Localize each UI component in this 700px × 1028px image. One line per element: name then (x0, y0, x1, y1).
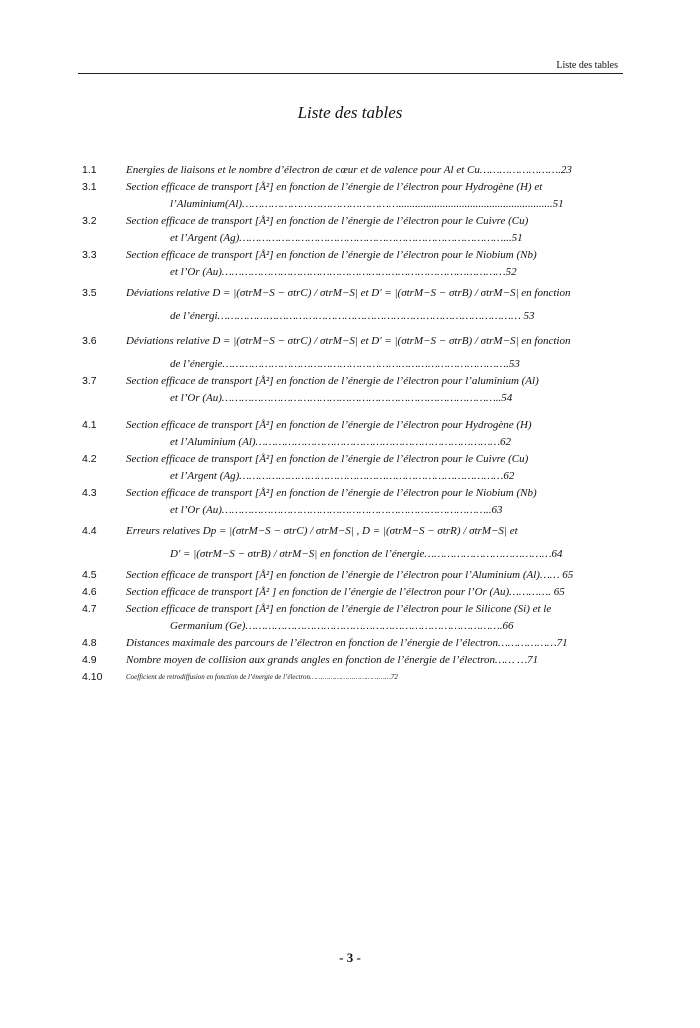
entry-number: 4.6 (82, 586, 97, 598)
list-item (82, 635, 622, 652)
entry-title: Nombre moyen de collision aux grands angles en fonction de l’énergie de l’électron…… …71 (126, 654, 539, 666)
running-header: Liste des tables (556, 60, 618, 71)
entry-title-continuation: de l’énergi………………………………………………………………………………… 53 (170, 310, 535, 322)
list-item (82, 567, 622, 584)
entry-number: 4.5 (82, 569, 97, 581)
list-item (82, 451, 622, 485)
section-gap (82, 407, 622, 417)
entry-title: Déviations relative D = |(σtrM−S − σtrC) / σtrM−S| et D' = |(σtrM−S − σtrB) / σtrM−S| en fonction (126, 287, 571, 299)
list-item (82, 373, 622, 407)
entry-number: 4.4 (82, 525, 97, 537)
entry-number: 4.1 (82, 419, 97, 431)
entry-title-continuation: et l’Argent (Ag)………………………………………………………………………...51 (170, 232, 523, 244)
list-item (82, 333, 622, 373)
entry-title: Energies de liaisons et le nombre d’électron de cœur et de valence pour Al et Cu…………………….23 (126, 164, 572, 176)
list-item (82, 285, 622, 325)
entry-number: 3.3 (82, 249, 97, 261)
entry-title-continuation: et l’Aluminium (Al)…………………………………………………………………62 (170, 436, 512, 448)
list-item (82, 523, 622, 563)
list-item (82, 179, 622, 213)
entry-title: Section efficace de transport [Å²] en fonction de l’énergie de l’électron pour le Cuivre (Cu) (126, 215, 529, 227)
entry-title: Section efficace de transport [Å²] en fonction de l’énergie de l’électron pour le Silicone (Si) et le (126, 603, 552, 615)
table-list (82, 162, 622, 686)
entry-title: Section efficace de transport [Å²] en fonction de l’énergie de l’électron pour Hydrogène (H) (126, 419, 532, 431)
entry-title-continuation: l’Aluminium(Al)…………………………………………........................................................51 (170, 198, 564, 210)
entry-number: 4.2 (82, 453, 97, 465)
entry-number: 1.1 (82, 164, 97, 176)
entry-number: 3.5 (82, 287, 97, 299)
entry-number: 4.7 (82, 603, 97, 615)
entry-title-continuation: et l’Argent (Ag)………………………………………………………………………62 (170, 470, 515, 482)
entry-title: Coefficient de retrodiffusion en fonction de l’énergie de l’électron…………………………………72 (126, 673, 398, 681)
entry-title-continuation: de l’énergie…………………………………………………………………………….53 (170, 358, 520, 370)
list-item (82, 601, 622, 635)
entry-title: Erreurs relatives Dp = |(σtrM−S − σtrC) / σtrM−S| , D = |(σtrM−S − σtrR) / σtrM−S| et (126, 525, 518, 537)
entry-number: 3.7 (82, 375, 97, 387)
entry-number: 4.3 (82, 487, 97, 499)
list-item (82, 652, 622, 669)
list-item (82, 417, 622, 451)
entry-title: Section efficace de transport [Å² ] en fonction de l’énergie de l’électron pour l’Or (Au)…………. 65 (126, 586, 565, 598)
list-item (82, 669, 622, 686)
entry-title-continuation: D' = |(σtrM−S − σtrB) / σtrM−S| en fonction de l’énergie…………………………………64 (170, 548, 563, 560)
entry-title: Déviations relative D = |(σtrM−S − σtrC) / σtrM−S| et D' = |(σtrM−S − σtrB) / σtrM−S| en fonction (126, 335, 571, 347)
entry-title: Section efficace de transport [Å²] en fonction de l’énergie de l’électron pour l’Aluminium (Al)…… 65 (126, 569, 574, 581)
entry-title-continuation: et l’Or (Au)………………………………………………………………………..63 (170, 504, 503, 516)
entry-title: Section efficace de transport [Å²] en fonction de l’énergie de l’électron pour l’aluminium (Al) (126, 375, 539, 387)
entry-title-continuation: Germanium (Ge)…………………………………………………………………….66 (170, 620, 514, 632)
entry-number: 4.9 (82, 654, 97, 666)
header-rule (78, 73, 623, 74)
list-item (82, 213, 622, 247)
entry-number: 3.6 (82, 335, 97, 347)
entry-title: Distances maximale des parcours de l’électron en fonction de l’énergie de l’électron………………71 (126, 637, 568, 649)
page-title: Liste des tables (297, 103, 403, 122)
list-item (82, 247, 622, 281)
entry-title: Section efficace de transport [Å²] en fonction de l’énergie de l’électron pour le Cuivre (Cu) (126, 453, 529, 465)
entry-title: Section efficace de transport [Å²] en fonction de l’énergie de l’électron pour le Niobium (Nb) (126, 487, 537, 499)
list-item (82, 485, 622, 519)
entry-number: 3.2 (82, 215, 97, 227)
page-number: - 3 - (339, 950, 361, 965)
list-item (82, 162, 622, 179)
entry-number: 4.8 (82, 637, 97, 649)
entry-number: 4.10 (82, 671, 103, 683)
list-item (82, 584, 622, 601)
entry-title: Section efficace de transport [Å²] en fonction de l’énergie de l’électron pour Hydrogène (H) et (126, 181, 543, 193)
entry-title-continuation: et l’Or (Au)……………………………………………………………………………52 (170, 266, 517, 278)
entry-title: Section efficace de transport [Å²] en fonction de l’énergie de l’électron pour le Niobium (Nb) (126, 249, 537, 261)
entry-number: 3.1 (82, 181, 97, 193)
entry-title-continuation: et l’Or (Au)…………………………………………………………………………..54 (170, 392, 513, 404)
